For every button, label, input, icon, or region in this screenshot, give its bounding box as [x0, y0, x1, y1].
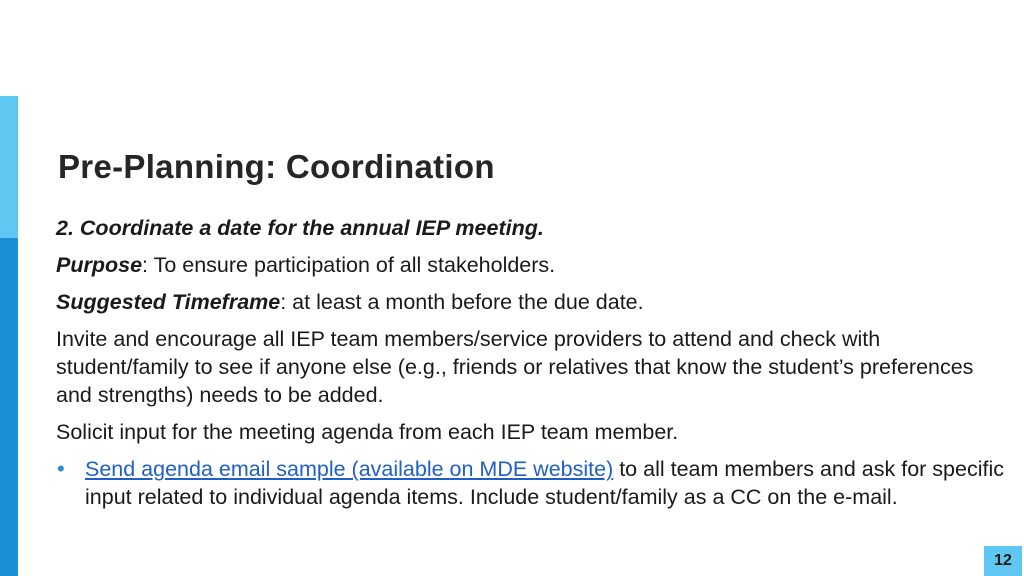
- solicit-paragraph: Solicit input for the meeting agenda from each IEP team member.: [56, 420, 679, 444]
- purpose-label: Purpose: [56, 253, 143, 277]
- list-item: [56, 455, 1006, 511]
- page-number-badge: [984, 546, 1022, 576]
- bullet-dot-icon: •: [57, 456, 65, 481]
- timeframe-line: [56, 288, 1006, 316]
- agenda-email-sample-link[interactable]: Send agenda email sample (available on MDE website): [85, 457, 614, 481]
- bullet-rest-text: to all team members and ask for specific input related to individual agenda items. Include student/family as a CC on the e-mail.: [85, 457, 1004, 509]
- invite-paragraph: Invite and encourage all IEP team members/service providers to attend and check with student/family to see if anyone else (e.g., friends or relatives that know the student’s preferences and strengths) needs to be added.: [56, 327, 974, 407]
- page-number: 12: [994, 552, 1012, 569]
- purpose-line: [56, 251, 1006, 279]
- accent-bar-bottom: [0, 238, 18, 576]
- timeframe-text: : at least a month before the due date.: [280, 290, 644, 314]
- timeframe-label: Suggested Timeframe: [56, 290, 281, 314]
- accent-bar-top: [0, 96, 18, 238]
- slide-content: [56, 214, 1006, 511]
- step-heading: 2. Coordinate a date for the annual IEP meeting.: [56, 216, 544, 240]
- slide-title: Pre-Planning: Coordination: [58, 148, 495, 185]
- purpose-text: : To ensure participation of all stakeholders.: [142, 253, 556, 277]
